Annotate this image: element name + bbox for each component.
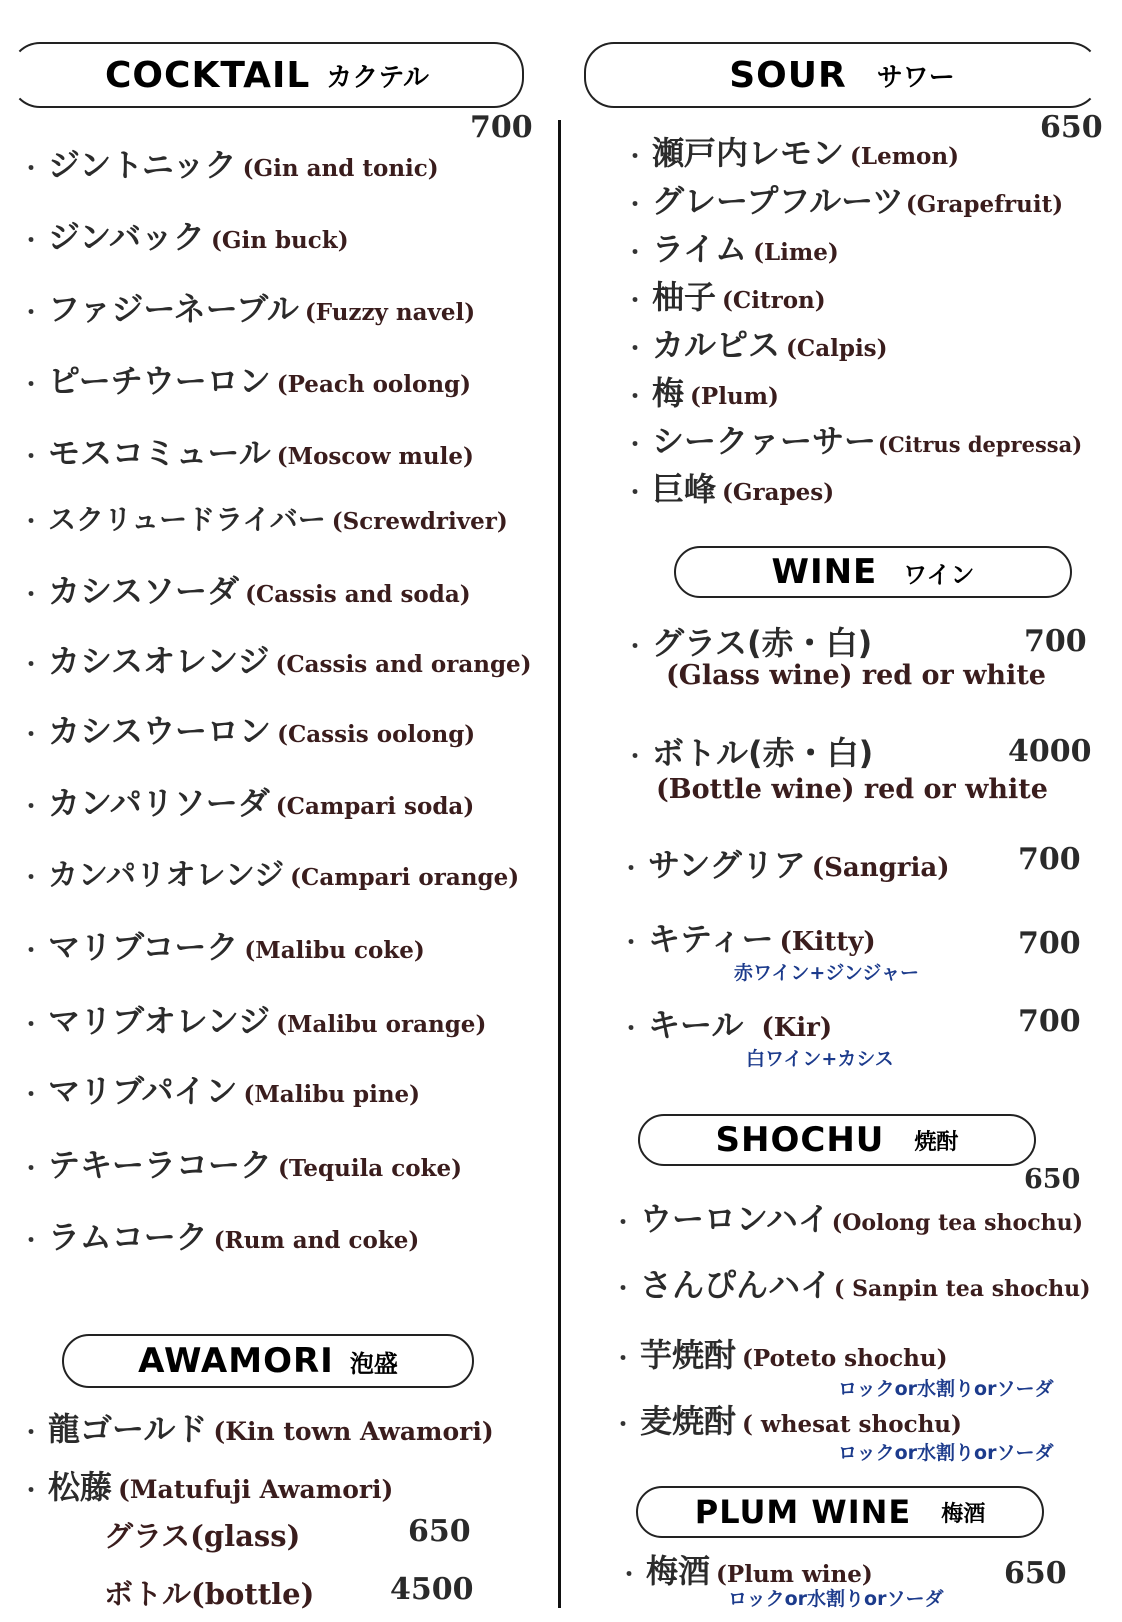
wine-price: 700 (1018, 926, 1081, 961)
cocktail-title-jp: カクテル (326, 62, 429, 93)
sour-title-jp: サワー (876, 62, 955, 93)
shochu-note: ロックor水割りorソーダ (838, 1442, 1054, 1464)
menu-item: ・ 梅酒 (Plum wine) (618, 1552, 873, 1590)
menu-item: ・ グレープフルーツ(Grapefruit) (624, 182, 1064, 220)
menu-item: ・ グラス(赤・白) (624, 624, 873, 662)
menu-item: ・ ピーチウーロン (Peach oolong) (20, 362, 472, 400)
plum-wine-note: ロックor水割りorソーダ (728, 1588, 944, 1610)
menu-item: ・ ジントニック (Gin and tonic) (20, 146, 439, 184)
wine-note: 赤ワイン+ジンジャー (734, 962, 920, 984)
plum-wine-title-jp: 梅酒 (941, 1501, 986, 1527)
menu-item: ・ マリブオレンジ (Malibu orange) (20, 1002, 487, 1040)
menu-item: ・ 瀬戸内レモン (Lemon) (624, 134, 960, 172)
awamori-header (62, 1334, 474, 1388)
menu-item: ・ カンパリソーダ (Campari soda) (20, 784, 475, 822)
menu-item: ・ 梅 (Plum) (624, 374, 779, 412)
menu-item: ・ 芋焼酎 (Poteto shochu) (612, 1336, 948, 1374)
shochu-header (638, 1114, 1036, 1166)
menu-item: ・ 龍ゴールド (Kin town Awamori) (20, 1410, 494, 1448)
menu-item: ・ キティー (Kitty) (620, 920, 876, 958)
sour-price: 650 (1040, 110, 1103, 145)
wine-sub: (Bottle wine) red or white (656, 774, 1048, 805)
menu-item: ・ カシスウーロン (Cassis oolong) (20, 712, 476, 750)
shochu-title: SHOCHU (715, 1120, 885, 1160)
menu-item: ・ サングリア (Sangria) (620, 846, 950, 884)
menu-item: ・ マリブパイン (Malibu pine) (20, 1072, 421, 1110)
plum-wine-header (636, 1486, 1044, 1538)
menu-item: ・ シークァーサー(Citrus depressa) (624, 422, 1083, 460)
menu-item: ・ マリブコーク (Malibu coke) (20, 928, 425, 966)
plum-wine-title: PLUM WINE (694, 1493, 912, 1531)
shochu-title-jp: 焼酎 (914, 1129, 959, 1155)
menu-item: ・ ラムコーク (Rum and coke) (20, 1218, 420, 1256)
awamori-bottle-price: 4500 (390, 1572, 474, 1607)
wine-price: 700 (1018, 1004, 1081, 1039)
sour-title: SOUR (729, 54, 847, 96)
menu-item: ・ ジンバック (Gin buck) (20, 218, 349, 256)
menu-item: ・ ボトル(赤・白) (624, 734, 874, 772)
menu-item: ・ さんぴんハイ( Sanpin tea shochu) (612, 1266, 1091, 1304)
wine-price: 700 (1018, 842, 1081, 877)
column-divider (558, 120, 561, 1608)
plum-wine-price: 650 (1004, 1556, 1067, 1591)
menu-item: ・ 巨峰 (Grapes) (624, 470, 835, 508)
awamori-title: AWAMORI (138, 1341, 334, 1381)
wine-title: WINE (771, 552, 878, 592)
menu-item: ・ 松藤 (Matufuji Awamori) (20, 1468, 394, 1506)
awamori-bottle-label: ボトル(bottle) (104, 1577, 315, 1611)
wine-note: 白ワイン+カシス (746, 1048, 894, 1070)
menu-item: ・ カルピス (Calpis) (624, 326, 888, 364)
awamori-glass-price: 650 (408, 1514, 471, 1549)
shochu-note: ロックor水割りorソーダ (838, 1378, 1054, 1400)
awamori-title-jp: 泡盛 (349, 1349, 398, 1378)
menu-item: ・ 麦焼酎 ( whesat shochu) (612, 1402, 962, 1440)
menu-item: ・ カシスオレンジ (Cassis and orange) (20, 642, 532, 680)
cocktail-price: 700 (470, 110, 533, 145)
shochu-price: 650 (1024, 1164, 1081, 1195)
menu-item: ・ スクリュードライバー (Screwdriver) (20, 503, 508, 536)
menu-item: ・ テキーラコーク (Tequila coke) (20, 1146, 463, 1184)
wine-price: 700 (1024, 624, 1087, 659)
wine-header (674, 546, 1072, 598)
menu-item: ・ ファジーネーブル (Fuzzy navel) (20, 290, 476, 328)
wine-price: 4000 (1008, 734, 1092, 769)
menu-item: ・ ウーロンハイ(Oolong tea shochu) (612, 1200, 1084, 1238)
awamori-glass-label: グラス(glass) (104, 1519, 301, 1553)
wine-sub: (Glass wine) red or white (666, 660, 1046, 691)
menu-item: ・ モスコミュール (Moscow mule) (20, 434, 474, 472)
menu-item: ・ カシスソーダ (Cassis and soda) (20, 572, 471, 610)
cocktail-title: COCKTAIL (105, 54, 311, 96)
cocktail-header (10, 42, 524, 108)
menu-item: ・ ライム (Lime) (624, 230, 839, 268)
menu-item: ・ キール (Kir) (620, 1006, 833, 1044)
menu-item: ・ 柚子 (Citron) (624, 278, 826, 316)
wine-title-jp: ワイン (903, 560, 975, 589)
menu-item: ・ カンパリオレンジ (Campari orange) (20, 858, 520, 893)
sour-header (584, 42, 1100, 108)
